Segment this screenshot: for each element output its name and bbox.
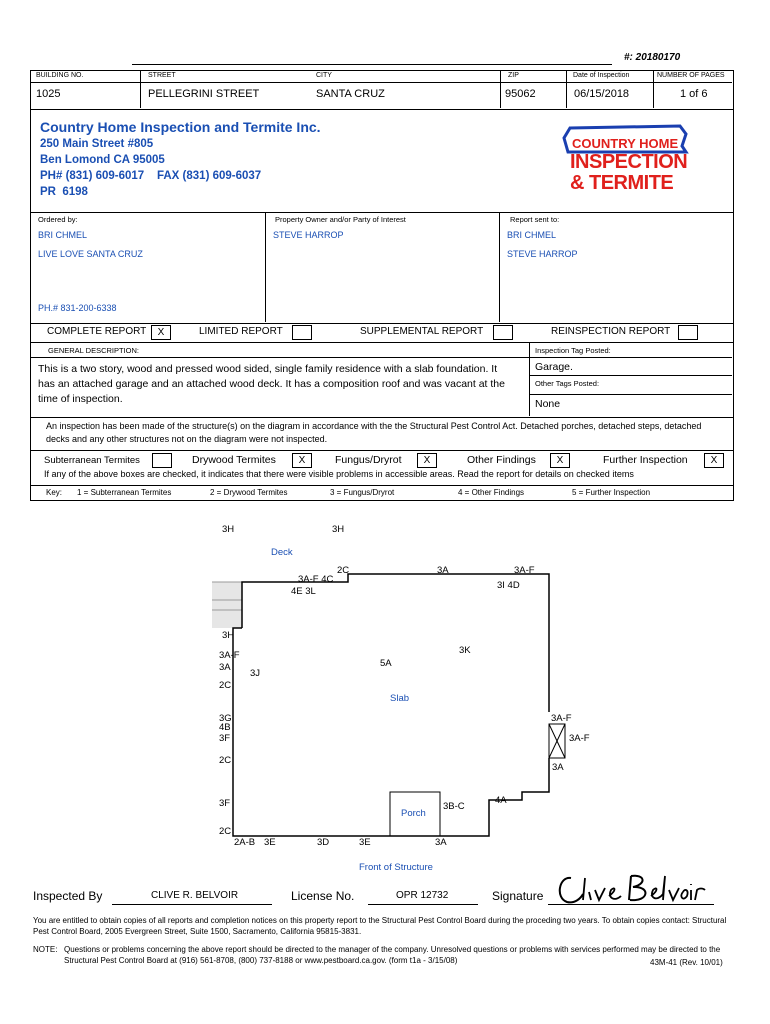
limited-report-label: LIMITED REPORT: [199, 326, 283, 337]
code-3a: 3A: [219, 662, 231, 673]
supplemental-report-checkbox[interactable]: [493, 325, 513, 340]
code-3f: 3F: [219, 733, 231, 744]
other-findings-label: Other Findings: [467, 454, 536, 466]
license-number: OPR 12732: [396, 890, 449, 901]
code-3k: 3K: [459, 645, 471, 656]
company-logo: [560, 122, 690, 196]
code-2a-b: 2A-B: [234, 837, 256, 848]
porch-label: Porch: [401, 808, 426, 819]
further-inspection-label: Further Inspection: [603, 454, 688, 466]
key-1: 1 = Subterranean Termites: [77, 488, 172, 497]
parties-table: [30, 212, 734, 324]
code-4b: 4B: [219, 722, 231, 733]
page-count: 1 of 6: [680, 88, 708, 100]
code-2c: 2C: [337, 565, 350, 576]
footer-note: Questions or problems concerning the above report should be directed to the manager of the company. Unresolved questions or problems with services performed may be directed to the Structural Pest Control Board at (916) 561-8708, (800) 737-8188 or www.pestboard.ca.gov. (form t1a - 3/15/08): [64, 945, 721, 965]
subterranean-checkbox[interactable]: [152, 453, 172, 468]
key-5: 5 = Further Inspection: [572, 488, 651, 497]
logo-line3: & TERMITE: [570, 172, 674, 194]
inspection-date: 06/15/2018: [574, 88, 630, 100]
reinspection-report-label: REINSPECTION REPORT: [551, 326, 671, 337]
city: SANTA CRUZ: [316, 88, 385, 100]
top-rule: [132, 64, 612, 65]
code-3e: 3E: [264, 837, 276, 848]
code-3a: 3A: [437, 565, 449, 576]
fungus-checkbox[interactable]: X: [417, 453, 437, 468]
code-3h: 3H: [222, 630, 235, 641]
street: PELLEGRINI STREET: [148, 88, 260, 100]
code-3i-4d: 3I 4D: [497, 580, 520, 591]
form-id: 43M-41 (Rev. 10/01): [650, 958, 723, 967]
code-3a-f: 3A-F: [514, 565, 535, 576]
code-3a: 3A: [435, 837, 447, 848]
code-3e: 3E: [359, 837, 371, 848]
logo-line1: COUNTRY HOME: [572, 136, 679, 151]
building-no: 1025: [36, 88, 61, 100]
deck-label: Deck: [271, 547, 293, 558]
code-3a-f: 3A-F: [569, 733, 590, 744]
supplemental-report-label: SUPPLEMENTAL REPORT: [360, 326, 484, 337]
report-number: #: 20180170: [624, 52, 681, 63]
subterranean-label: Subterranean Termites: [44, 455, 140, 466]
drywood-checkbox[interactable]: X: [292, 453, 312, 468]
ordered-company: LIVE LOVE SANTA CRUZ: [38, 249, 143, 259]
inspection-tag-label: Inspection Tag Posted:: [535, 346, 611, 355]
sent-label: Report sent to:: [510, 215, 560, 224]
other-tags-label: Other Tags Posted:: [535, 379, 600, 388]
code-3a-f-4c: 3A-F 4C: [298, 574, 334, 585]
key-4: 4 = Other Findings: [458, 488, 525, 497]
key-3: 3 = Fungus/Dryrot: [330, 488, 395, 497]
signature-label: Signature: [492, 889, 544, 903]
code-2c: 2C: [219, 826, 232, 837]
sent-name2: STEVE HARROP: [507, 249, 578, 259]
ordered-label: Ordered by:: [38, 215, 78, 224]
company-phone: PH# (831) 609-6017 FAX (831) 609-6037: [40, 170, 262, 182]
city-label: CITY: [316, 72, 332, 79]
code-2c: 2C: [219, 755, 232, 766]
footer-entitled: You are entitled to obtain copies of all reports and completion notices on this property report to the Structural Pest Control Board during the proceding two years. To obtain copies contact: Structural Pest Control Board, 2005 Evergreen Street, Suite 1500, Sacramento, California 95815-3831.: [33, 916, 727, 936]
complete-report-label: COMPLETE REPORT: [47, 326, 147, 337]
date-label: Date of Inspection: [573, 72, 630, 79]
logo-line2: INSPECTION: [570, 151, 688, 173]
sent-name1: BRI CHMEL: [507, 230, 557, 240]
zip-label: ZIP: [508, 72, 519, 79]
general-description: This is a two story, wood and pressed wood sided, single family residence with a slab foundation. It has an attached garage and an attached wood deck. It has a composition roof and was vacant at the time of inspection.: [38, 363, 505, 405]
code-3b-c: 3B-C: [443, 801, 465, 812]
footer-note-label: NOTE:: [33, 945, 58, 954]
code-3d: 3D: [317, 837, 330, 848]
code-3h: 3H: [332, 524, 345, 535]
general-label: GENERAL DESCRIPTION:: [48, 346, 139, 355]
reinspection-report-checkbox[interactable]: [678, 325, 698, 340]
findings-note: If any of the above boxes are checked, it indicates that there were visible problems in accessible areas. Read the report for details on checked items: [44, 469, 634, 479]
pages-label: NUMBER OF PAGES: [657, 72, 725, 79]
signature: [553, 870, 713, 910]
other-tags-value: None: [535, 398, 561, 410]
company-pr: PR 6198: [40, 186, 88, 198]
front-label: Front of Structure: [359, 862, 433, 873]
inspected-by-label: Inspected By: [33, 889, 103, 903]
further-inspection-checkbox[interactable]: X: [704, 453, 724, 468]
key-2: 2 = Drywood Termites: [210, 488, 288, 497]
license-label: License No.: [291, 889, 355, 903]
code-5a: 5A: [380, 658, 392, 669]
code-3f: 3F: [219, 798, 231, 809]
zip: 95062: [505, 88, 536, 100]
limited-report-checkbox[interactable]: [292, 325, 312, 340]
code-3a: 3A: [552, 762, 564, 773]
inspector-name: CLIVE R. BELVOIR: [151, 890, 239, 901]
company-address2: Ben Lomond CA 95005: [40, 154, 165, 166]
code-3g: 3G: [219, 713, 232, 724]
code-4e-3l: 4E 3L: [291, 586, 316, 597]
other-findings-checkbox[interactable]: X: [550, 453, 570, 468]
ordered-name: BRI CHMEL: [38, 230, 88, 240]
complete-report-checkbox[interactable]: X: [151, 325, 171, 340]
code-3j: 3J: [250, 668, 261, 679]
code-3a-f: 3A-F: [551, 713, 572, 724]
drywood-label: Drywood Termites: [192, 454, 276, 466]
street-label: STREET: [148, 72, 176, 79]
inspection-tag-value: Garage.: [535, 361, 573, 373]
fungus-label: Fungus/Dryrot: [335, 454, 402, 466]
owner-name: STEVE HARROP: [273, 230, 344, 240]
slab-label: Slab: [390, 693, 410, 704]
key-label: Key:: [46, 488, 63, 497]
owner-label: Property Owner and/or Party of Interest: [275, 215, 406, 224]
code-4a: 4A: [495, 795, 507, 806]
company-name: Country Home Inspection and Termite Inc.: [40, 119, 321, 135]
code-3a-f: 3A-F: [219, 650, 240, 661]
inspection-note: An inspection has been made of the structure(s) on the diagram in accordance with the the Structural Pest Control Act. Detached porches, detached steps, detached decks and any other structures not on the diagram were not inspected.: [46, 421, 702, 444]
code-3h: 3H: [222, 524, 235, 535]
code-2c: 2C: [219, 680, 232, 691]
ordered-phone: PH.# 831-200-6338: [38, 303, 117, 313]
company-address1: 250 Main Street #805: [40, 138, 154, 150]
building-no-label: BUILDING NO.: [36, 72, 84, 79]
